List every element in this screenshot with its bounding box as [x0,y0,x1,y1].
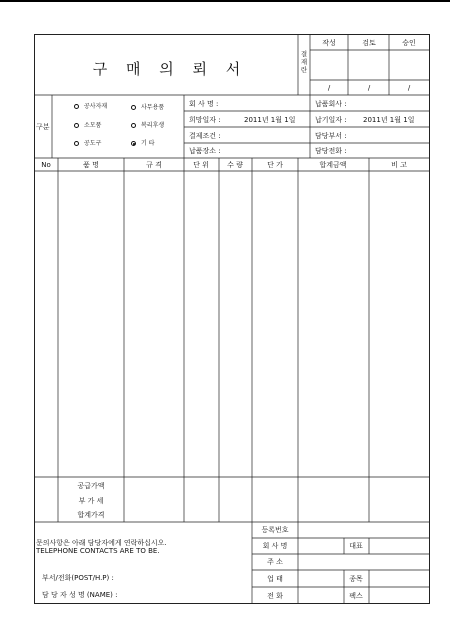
business-item-label: 종목 [349,575,363,583]
total-price-label: 합계가격 [77,511,105,519]
purchase-request-form [34,34,430,604]
option-consumables: 소모품 [84,122,102,129]
registration-number-label: 등록번호 [261,526,289,534]
approval-role-reviewer: 검토 [362,39,376,47]
supply-value-label: 공급가액 [77,482,105,490]
address-label: 주 소 [267,558,283,566]
option-other: 기 타 [141,140,155,147]
delivery-place-label: 납품장소 : [189,147,221,155]
approval-date-writer: / [327,84,331,92]
radio-welfare[interactable] [131,123,136,128]
wish-date-label: 희망일자 : [189,116,221,124]
header-item-name: 품 명 [83,161,99,169]
header-quantity: 수 량 [227,161,243,169]
option-office-supplies: 사무용품 [141,104,165,111]
option-tools: 공도구 [84,140,102,147]
radio-construction-materials[interactable] [74,104,79,109]
radio-tools[interactable] [74,141,79,146]
payment-terms-label: 결제조건 : [189,132,221,140]
company-label: 회 사 명 : [189,100,219,108]
inquiry-korean: 문의사항은 아래 담당자에게 연락하십시오. [36,539,167,547]
approval-role-writer: 작성 [322,39,336,47]
option-welfare: 복리후생 [141,122,165,129]
due-date-value[interactable]: 2011년 1월 1일 [363,116,415,124]
vat-label: 부 가 세 [78,497,104,505]
radio-office-supplies[interactable] [131,105,136,110]
form-title: 구 매 의 뢰 서 [92,60,248,78]
dept-phone-label: 부서/전화(POST/H.P) : [42,574,114,582]
header-unit-price: 단 가 [267,161,283,169]
approval-date-reviewer: / [367,84,371,92]
inquiry-english: TELEPHONE CONTACTS ARE TO BE. [36,547,160,555]
option-construction-materials: 공사자재 [84,103,108,110]
top-rule [0,0,450,2]
fax-label: 팩스 [349,592,363,600]
header-total-amount: 합계금액 [319,161,347,169]
approval-side-label: 결재란 [300,50,308,74]
business-type-label: 업 태 [267,575,283,583]
approval-role-approver: 승인 [402,39,416,47]
radio-consumables[interactable] [74,123,79,128]
vendor-label: 납품회사 : [315,100,347,108]
category-label: 구분 [36,123,50,131]
phone-label: 담당전화 : [315,147,347,155]
department-label: 담당부서 : [315,132,347,140]
header-remarks: 비 고 [391,161,407,169]
header-spec: 규 격 [146,161,162,169]
approval-date-approver: / [407,84,411,92]
header-unit: 단 위 [193,161,209,169]
supplier-phone-label: 전 화 [267,592,283,600]
wish-date-value[interactable]: 2011년 1월 1일 [244,116,296,124]
supplier-company-label: 회 사 명 [262,542,288,550]
due-date-label: 납기일자 : [315,116,347,124]
radio-other[interactable] [131,141,136,146]
header-no: No [41,161,51,169]
manager-name-label: 담 당 자 성 명 (NAME) : [42,591,118,599]
ceo-label: 대표 [349,542,363,550]
